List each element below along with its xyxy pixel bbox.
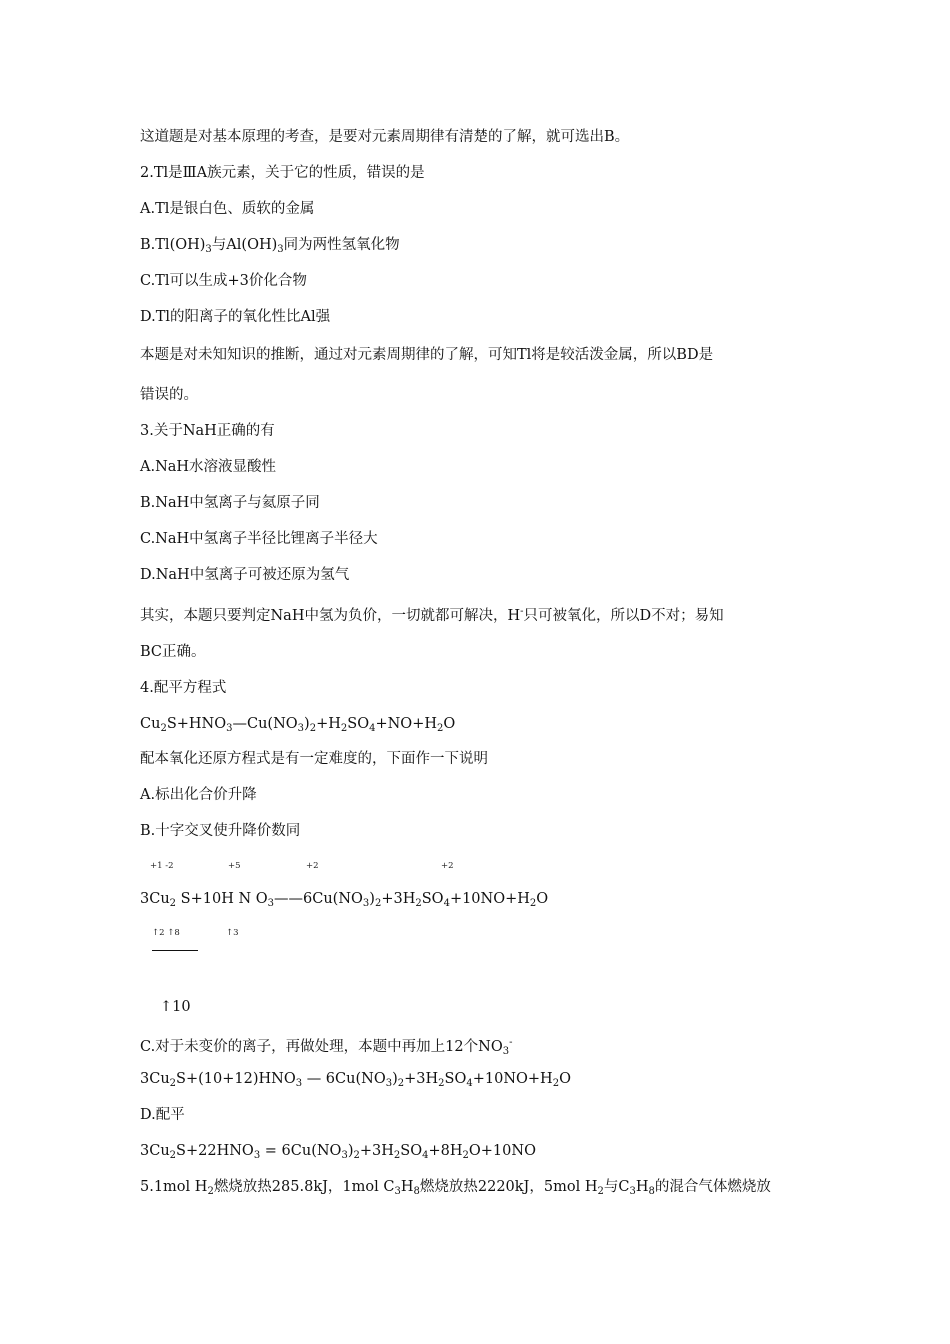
t: S+(10+12)HNO: [176, 1071, 296, 1087]
s: 2: [309, 723, 317, 734]
s: 2: [462, 1150, 469, 1161]
t: H: [400, 1179, 414, 1195]
option-b: B.NaH中氢离子与氦原子同: [140, 495, 320, 511]
s: 3: [267, 898, 275, 909]
s: 2: [437, 723, 444, 734]
t: SO: [444, 1071, 467, 1087]
t: +10NO+H: [472, 1071, 553, 1087]
s: 3: [385, 1078, 393, 1089]
step-b: B.十字交叉使升降价数同: [140, 823, 301, 839]
t: +NO+H: [375, 716, 437, 732]
text-line: 这道题是对基本原理的考查，是要对元素周期律有清楚的了解，就可选出B。: [140, 129, 630, 145]
t: +3H: [359, 1143, 394, 1159]
text: B.Tl(OH): [140, 237, 206, 253]
s: 2: [397, 1078, 405, 1089]
text: C.对于未变价的离子，再做处理，本题中再加上12个NO: [140, 1039, 503, 1055]
s: 2: [160, 723, 167, 734]
t: O: [536, 891, 549, 907]
s: 3: [362, 898, 370, 909]
t: H: [635, 1179, 649, 1195]
s: 8: [648, 1186, 655, 1197]
text: 其实，本题只要判定NaH中氢为负价，一切就都可解决，H: [140, 608, 521, 624]
t: +8H: [428, 1143, 463, 1159]
s: 3: [297, 723, 305, 734]
option-a: A.Tl是银白色、质软的金属: [140, 201, 315, 217]
s: 3: [394, 1186, 401, 1197]
question-5-stem: [140, 1178, 771, 1201]
electron-total-label: ↑10: [160, 999, 191, 1015]
question-4-stem: 4.配平方程式: [140, 680, 227, 696]
s: 2: [207, 1186, 214, 1197]
s: 2: [169, 898, 177, 909]
electron-change-label: ↑2 ↑8: [152, 928, 180, 938]
text-line: 配本氧化还原方程式是有一定难度的，下面作一下说明: [140, 751, 488, 767]
t: SO: [421, 891, 444, 907]
subscript: 3: [277, 244, 284, 255]
oxidation-state-label: +5: [228, 861, 241, 871]
subscript: 3: [205, 244, 212, 255]
t: = 6Cu(NO: [260, 1143, 342, 1159]
t: ): [369, 891, 375, 907]
s: 2: [169, 1150, 177, 1161]
s: 2: [438, 1078, 445, 1089]
subscript: 3: [502, 1046, 510, 1057]
t: — 6Cu(NO: [302, 1071, 386, 1087]
s: 4: [369, 723, 376, 734]
equation: [140, 1142, 536, 1165]
text: 同为两性氢氧化物: [283, 237, 400, 253]
t: 与C: [603, 1179, 630, 1195]
s: 4: [466, 1078, 473, 1089]
t: 3Cu: [140, 1143, 170, 1159]
t: 5.1mol H: [140, 1179, 208, 1195]
t: 3Cu: [140, 891, 170, 907]
t: +3H: [381, 891, 416, 907]
option-a: A.NaH水溶液显酸性: [140, 459, 277, 475]
t: ): [304, 716, 310, 732]
s: 2: [529, 898, 537, 909]
s: 3: [295, 1078, 303, 1089]
explanation: 本题是对未知知识的推断，通过对元素周期律的了解，可知Tl将是较活泼金属，所以BD是: [140, 347, 714, 363]
t: ): [392, 1071, 398, 1087]
s: 2: [340, 723, 348, 734]
s: 4: [422, 1150, 429, 1161]
t: O: [559, 1071, 571, 1087]
t: 燃烧放热2220kJ，5mol H: [419, 1179, 598, 1195]
t: Cu: [140, 716, 161, 732]
t: 燃烧放热285.8kJ，1mol C: [213, 1179, 395, 1195]
t: +3H: [404, 1071, 439, 1087]
equation: [140, 890, 548, 913]
option-d: D.NaH中氢离子可被还原为氢气: [140, 567, 350, 583]
s: 2: [374, 898, 382, 909]
t: —Cu(NO: [232, 716, 298, 732]
step-c: [140, 1034, 512, 1061]
s: 3: [226, 723, 233, 734]
s: 3: [629, 1186, 636, 1197]
s: 2: [353, 1150, 360, 1161]
equation: [140, 1070, 571, 1093]
t: +H: [316, 716, 341, 732]
question-3-stem: 3.关于NaH正确的有: [140, 423, 275, 439]
oxidation-state-label: +2: [441, 861, 454, 871]
t: O+10NO: [468, 1143, 536, 1159]
t: O: [443, 716, 456, 732]
explanation: BC正确。: [140, 644, 206, 660]
t: S+HNO: [166, 716, 227, 732]
step-a: A.标出化合价升降: [140, 787, 257, 803]
superscript: -: [520, 606, 524, 617]
option-b: [140, 236, 400, 259]
t: +10NO+H: [449, 891, 530, 907]
s: 8: [413, 1186, 420, 1197]
option-c: C.Tl可以生成+3价化合物: [140, 273, 307, 289]
option-d: D.Tl的阳离子的氧化性比Al强: [140, 309, 331, 325]
s: 3: [341, 1150, 348, 1161]
t: SO: [347, 716, 370, 732]
s: 3: [253, 1150, 261, 1161]
electron-change-label: ↑3: [226, 928, 239, 938]
option-c: C.NaH中氢离子半径比锂离子半径大: [140, 531, 378, 547]
t: 3Cu: [140, 1071, 170, 1087]
t: SO: [400, 1143, 423, 1159]
s: 2: [552, 1078, 560, 1089]
step-d: D.配平: [140, 1107, 185, 1123]
oxidation-state-label: +1 -2: [150, 861, 174, 871]
text: 与Al(OH): [211, 237, 278, 253]
t: S+22HNO: [176, 1143, 254, 1159]
s: 2: [393, 1150, 401, 1161]
oxidation-state-label: +2: [306, 861, 319, 871]
equation: [140, 715, 455, 738]
text: 只可被氧化，所以D不对；易知: [523, 608, 724, 624]
s: 2: [597, 1186, 604, 1197]
s: 2: [415, 898, 422, 909]
t: ): [347, 1143, 354, 1159]
question-2-stem: 2.Tl是ⅢA族元素，关于它的性质，错误的是: [140, 165, 425, 181]
underline: [152, 950, 198, 951]
t: S+10H N O: [176, 891, 268, 907]
s: 2: [169, 1078, 177, 1089]
t: 的混合气体燃烧放: [654, 1179, 771, 1195]
explanation: 错误的。: [140, 387, 198, 403]
s: 4: [443, 898, 450, 909]
superscript: -: [509, 1037, 513, 1048]
explanation: [140, 603, 724, 625]
t: ——6Cu(NO: [274, 891, 363, 907]
